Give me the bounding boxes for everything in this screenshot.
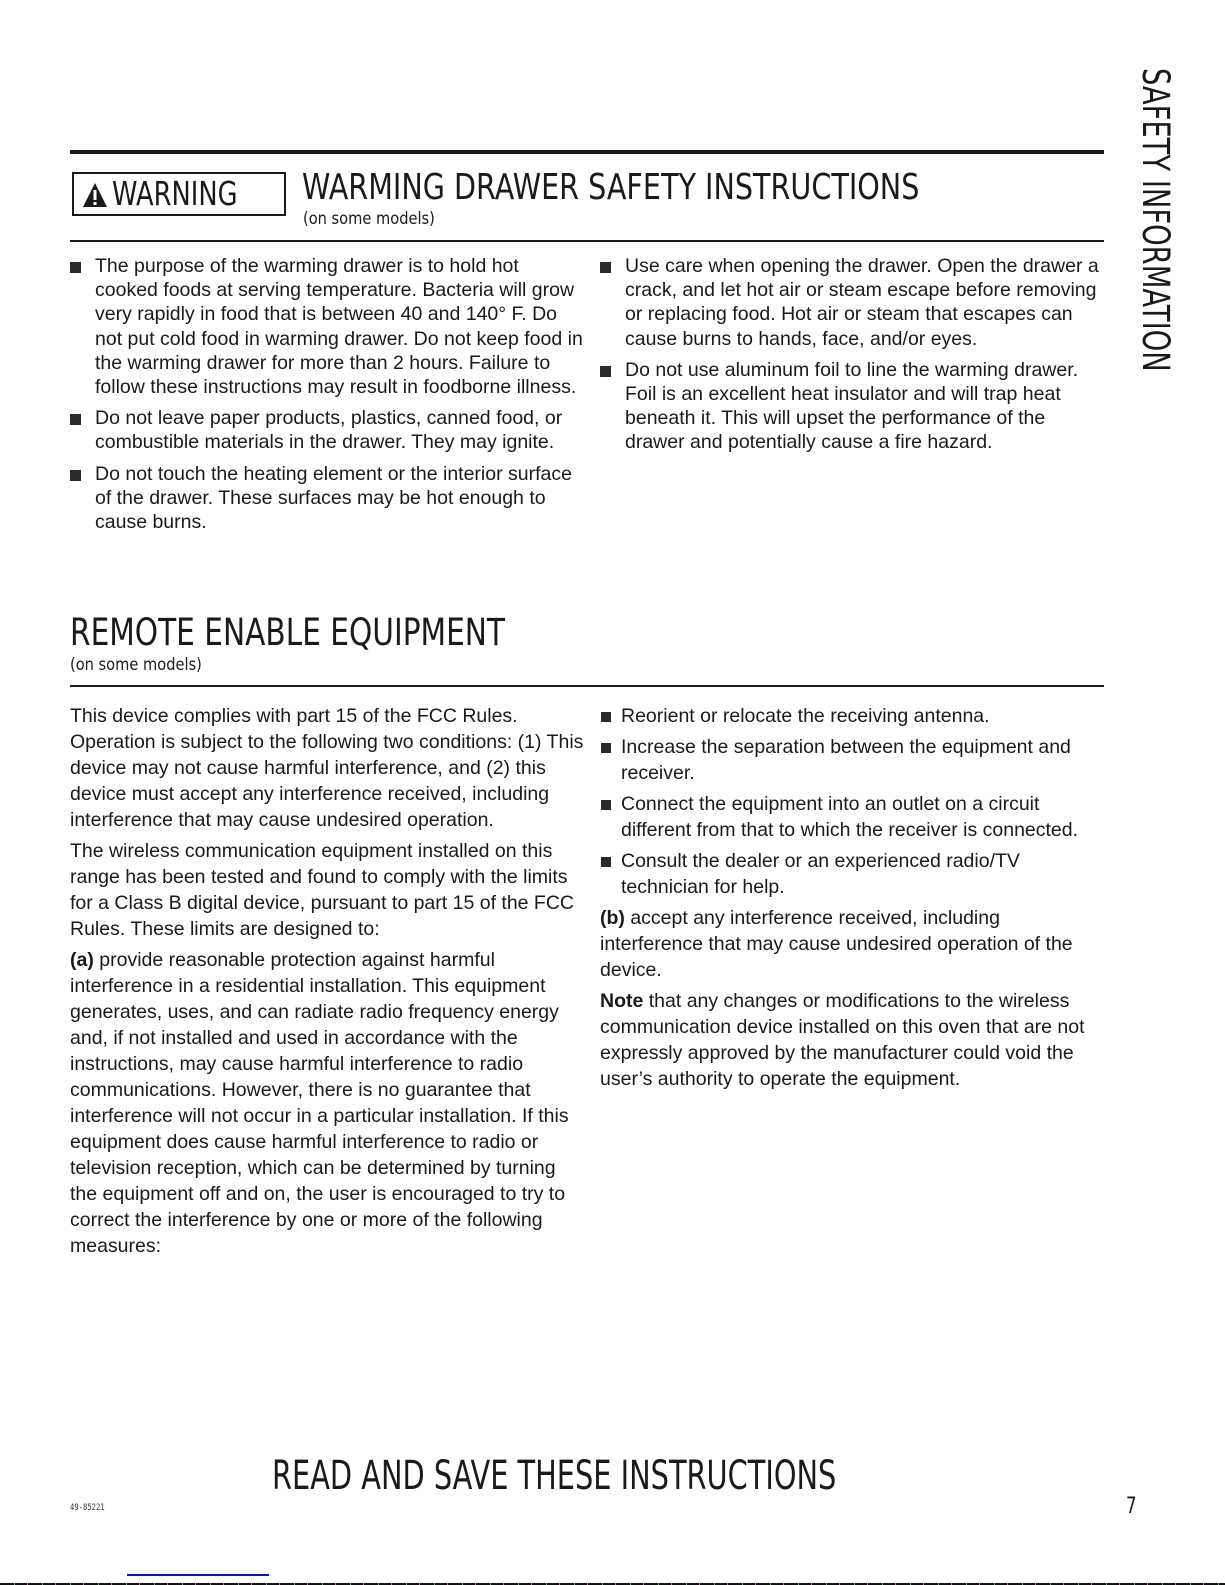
remote-right-column xyxy=(600,703,1100,1097)
remote-enable-subtitle: (on some models) xyxy=(70,655,202,675)
list-item: Reorient or relocate the receiving antenna. xyxy=(600,703,1100,729)
list-item: Do not leave paper products, plastics, canned food, or combustible materials in the drawer. They may ignite. xyxy=(70,406,585,454)
note-paragraph: Note that any changes or modifications to the wireless communication device installed on this oven that are not expressly approved by the manufacturer could void the user’s authority to operate the equipment. xyxy=(600,990,1085,1090)
square-bullet-icon xyxy=(70,414,81,425)
square-bullet-icon xyxy=(70,262,81,273)
note-label: Note xyxy=(600,990,644,1012)
list-item: The purpose of the warming drawer is to hold hot cooked foods at serving temperature. Bacteria will grow very rapidly in food that is between 40 and 140° F. Do not put cold food in warming drawer. Do not keep food in the warming drawer for more than 2 hours. Failure to follow these instructions may result in foodborne illness. xyxy=(70,254,585,399)
fcc-compliance-paragraph: This device complies with part 15 of the FCC Rules. Operation is subject to the following two conditions: (1) This device may not cause harmful interference, and (2) this device must accept any interference received, including interference that may cause undesired operation. xyxy=(70,705,584,831)
square-bullet-icon xyxy=(600,262,611,273)
square-bullet-icon xyxy=(600,366,611,377)
square-bullet-icon xyxy=(601,857,611,867)
remote-header-rule xyxy=(70,685,1104,687)
page-number: 7 xyxy=(1126,1494,1137,1519)
read-and-save-banner: READ AND SAVE THESE INSTRUCTIONS xyxy=(272,1453,837,1499)
warming-right-column xyxy=(600,254,1100,462)
clause-a-paragraph: (a) provide reasonable protection against harmful interference in a residential installation. This equipment generates, uses, and can radiate radio frequency energy and, if not installed and used in accordance with the instructions, may cause harmful interference to radio communications. However, there is no guarantee that interference will not occur in a particular installation. If this equipment does cause harmful interference to radio or television reception, which can be determined by turning the equipment off and on, the user is encouraged to try to correct the interference by one or more of the following measures: xyxy=(70,949,569,1257)
list-item: Connect the equipment into an outlet on a circuit different from that to which the receiver is connected. xyxy=(600,791,1100,843)
list-item: Do not touch the heating element or the interior surface of the drawer. These surfaces may be hot enough to cause burns. xyxy=(70,462,585,535)
square-bullet-icon xyxy=(601,800,611,810)
clause-b-paragraph: (b) accept any interference received, including interference that may cause undesired operation of the device. xyxy=(600,907,1073,981)
warming-header-rule xyxy=(70,240,1104,242)
top-rule xyxy=(70,150,1104,154)
list-item: Consult the dealer or an experienced radio/TV technician for help. xyxy=(600,848,1100,900)
warning-badge xyxy=(72,172,286,216)
square-bullet-icon xyxy=(601,712,611,722)
warming-drawer-subtitle: (on some models) xyxy=(303,209,435,229)
side-tab-label: SAFETY INFORMATION xyxy=(1134,68,1177,372)
class-b-paragraph: The wireless communication equipment installed on this range has been tested and found to comply with the limits for a Class B digital device, pursuant to part 15 of the FCC Rules. These limits are designed to: xyxy=(70,840,575,940)
warming-left-column xyxy=(70,254,585,541)
remote-left-column xyxy=(70,703,585,1264)
document-number: 49-85221 xyxy=(70,1503,105,1513)
list-item: Increase the separation between the equipment and receiver. xyxy=(600,734,1100,786)
warming-drawer-title: WARMING DRAWER SAFETY INSTRUCTIONS xyxy=(302,167,920,208)
remote-enable-title: REMOTE ENABLE EQUIPMENT xyxy=(70,611,506,654)
list-item: Use care when opening the drawer. Open the drawer a crack, and let hot air or steam escape before removing or replacing food. Hot air or steam that escapes can cause burns to hands, face, and/or eyes. xyxy=(600,254,1100,351)
side-tab xyxy=(1132,68,1182,372)
clause-b-label: (b) xyxy=(600,907,625,929)
link-underline xyxy=(127,1574,269,1576)
warning-label: WARNING xyxy=(112,174,238,213)
warning-triangle-icon xyxy=(82,182,108,208)
square-bullet-icon xyxy=(601,743,611,753)
clause-a-label: (a) xyxy=(70,949,94,971)
square-bullet-icon xyxy=(70,470,81,481)
list-item: Do not use aluminum foil to line the warming drawer. Foil is an excellent heat insulator and will trap heat beneath it. This will upset the performance of the drawer and potentially cause a fire hazard. xyxy=(600,358,1100,455)
